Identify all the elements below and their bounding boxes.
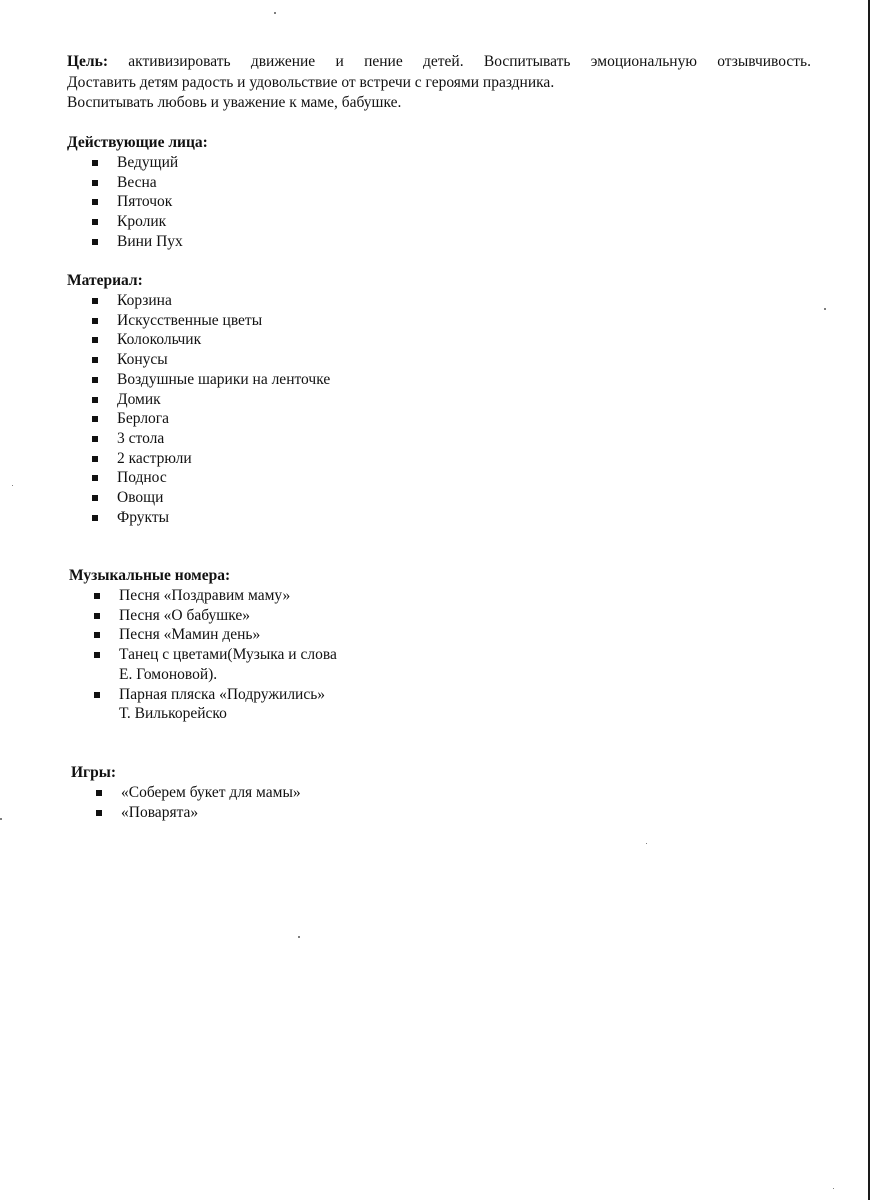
list-item (67, 192, 208, 212)
list-item-text: Песня «Мамин день» (119, 626, 261, 644)
list-item (67, 153, 208, 173)
bullet-icon (92, 377, 98, 383)
list-item-text: Весна (117, 173, 157, 191)
list-item (67, 232, 208, 252)
bullet-icon (92, 337, 98, 343)
list-item (67, 311, 330, 331)
games-heading: Игры: (71, 764, 116, 781)
list-item-text: Кролик (117, 213, 167, 231)
bullet-icon (92, 475, 98, 481)
scan-speck (646, 843, 647, 844)
goal-text-line-1: активизировать движение и пение детей. Воспитывать эмоциональную отзывчивость. (128, 53, 812, 70)
games-section (71, 763, 301, 822)
list-item-text: Берлога (117, 410, 170, 428)
list-item-text-continuation: Е. Гомоновой). (119, 665, 218, 683)
list-item (67, 350, 330, 370)
bullet-icon (94, 652, 100, 658)
bullet-icon (96, 810, 102, 816)
list-item-text: Домик (117, 390, 161, 408)
bullet-icon (94, 692, 100, 698)
materials-section (67, 271, 330, 527)
bullet-icon (92, 199, 98, 205)
music-heading: Музыкальные номера: (69, 567, 231, 584)
materials-heading: Материал: (67, 272, 143, 289)
list-item-text: 2 кастрюли (117, 449, 192, 467)
list-item-text: Овощи (117, 489, 164, 507)
list-item-text-continuation: Т. Вилькорейско (119, 705, 227, 723)
list-item (67, 488, 330, 508)
list-item (71, 783, 301, 803)
list-item-text: Корзина (117, 292, 172, 309)
scan-speck (824, 308, 826, 310)
list-item-text: «Соберем букет для мамы» (121, 784, 301, 801)
bullet-icon (92, 357, 98, 363)
bullet-icon (92, 456, 98, 462)
list-item-text: 3 стола (117, 429, 165, 447)
bullet-icon (92, 298, 98, 304)
list-item (67, 291, 330, 311)
bullet-icon (92, 416, 98, 422)
list-item (67, 409, 330, 429)
music-list (69, 586, 337, 724)
bullet-icon (94, 632, 100, 638)
bullet-icon (94, 613, 100, 619)
list-item (67, 508, 330, 528)
list-item (67, 468, 330, 488)
bullet-icon (92, 219, 98, 225)
list-item (67, 173, 208, 193)
scan-speck (833, 1188, 834, 1189)
bullet-icon (92, 239, 98, 245)
list-item (69, 586, 337, 606)
scan-speck (0, 818, 2, 820)
goal-paragraph (67, 52, 811, 114)
bullet-icon (92, 436, 98, 442)
goal-text-line-2: Доставить детям радость и удовольствие от встречи с героями праздника. (67, 73, 555, 91)
bullet-icon (92, 180, 98, 186)
scan-speck (274, 12, 276, 14)
goal-label: Цель: (67, 53, 108, 70)
list-item (69, 606, 337, 626)
list-item-text: Вини Пух (117, 232, 183, 250)
list-item-text: «Поварята» (121, 803, 199, 821)
bullet-icon (92, 495, 98, 501)
list-item (69, 645, 337, 684)
scan-speck (298, 936, 300, 938)
list-item-text: Танец с цветами(Музыка и слова (119, 646, 337, 664)
list-item-text: Искусственные цветы (117, 311, 263, 329)
list-item (67, 330, 330, 350)
list-item (67, 449, 330, 469)
materials-list (67, 291, 330, 527)
list-item (69, 625, 337, 645)
list-item-text: Поднос (117, 469, 167, 487)
bullet-icon (92, 160, 98, 166)
list-item (67, 429, 330, 449)
list-item-text: Колокольчик (117, 331, 202, 349)
bullet-icon (92, 318, 98, 324)
characters-section (67, 133, 208, 252)
list-item-text: Ведущий (117, 154, 179, 171)
characters-heading: Действующие лица: (67, 134, 208, 151)
music-section (69, 566, 337, 724)
list-item-text: Песня «О бабушке» (119, 606, 250, 624)
list-item (67, 370, 330, 390)
bullet-icon (94, 593, 100, 599)
list-item (69, 685, 337, 724)
list-item-text: Фрукты (117, 508, 170, 526)
scan-edge (868, 0, 870, 1200)
bullet-icon (96, 790, 102, 796)
list-item-text: Воздушные шарики на ленточке (117, 370, 331, 388)
list-item-text: Конусы (117, 351, 168, 369)
characters-list (67, 153, 208, 252)
list-item-text: Песня «Поздравим маму» (119, 587, 291, 604)
bullet-icon (92, 397, 98, 403)
list-item-text: Парная пляска «Подружились» (119, 685, 326, 703)
list-item-text: Пяточок (117, 193, 173, 211)
goal-text-line-3: Воспитывать любовь и уважение к маме, бабушке. (67, 94, 402, 111)
list-item (67, 212, 208, 232)
list-item (67, 390, 330, 410)
bullet-icon (92, 515, 98, 521)
scan-speck (12, 485, 13, 486)
list-item (71, 803, 301, 823)
games-list (71, 783, 301, 822)
